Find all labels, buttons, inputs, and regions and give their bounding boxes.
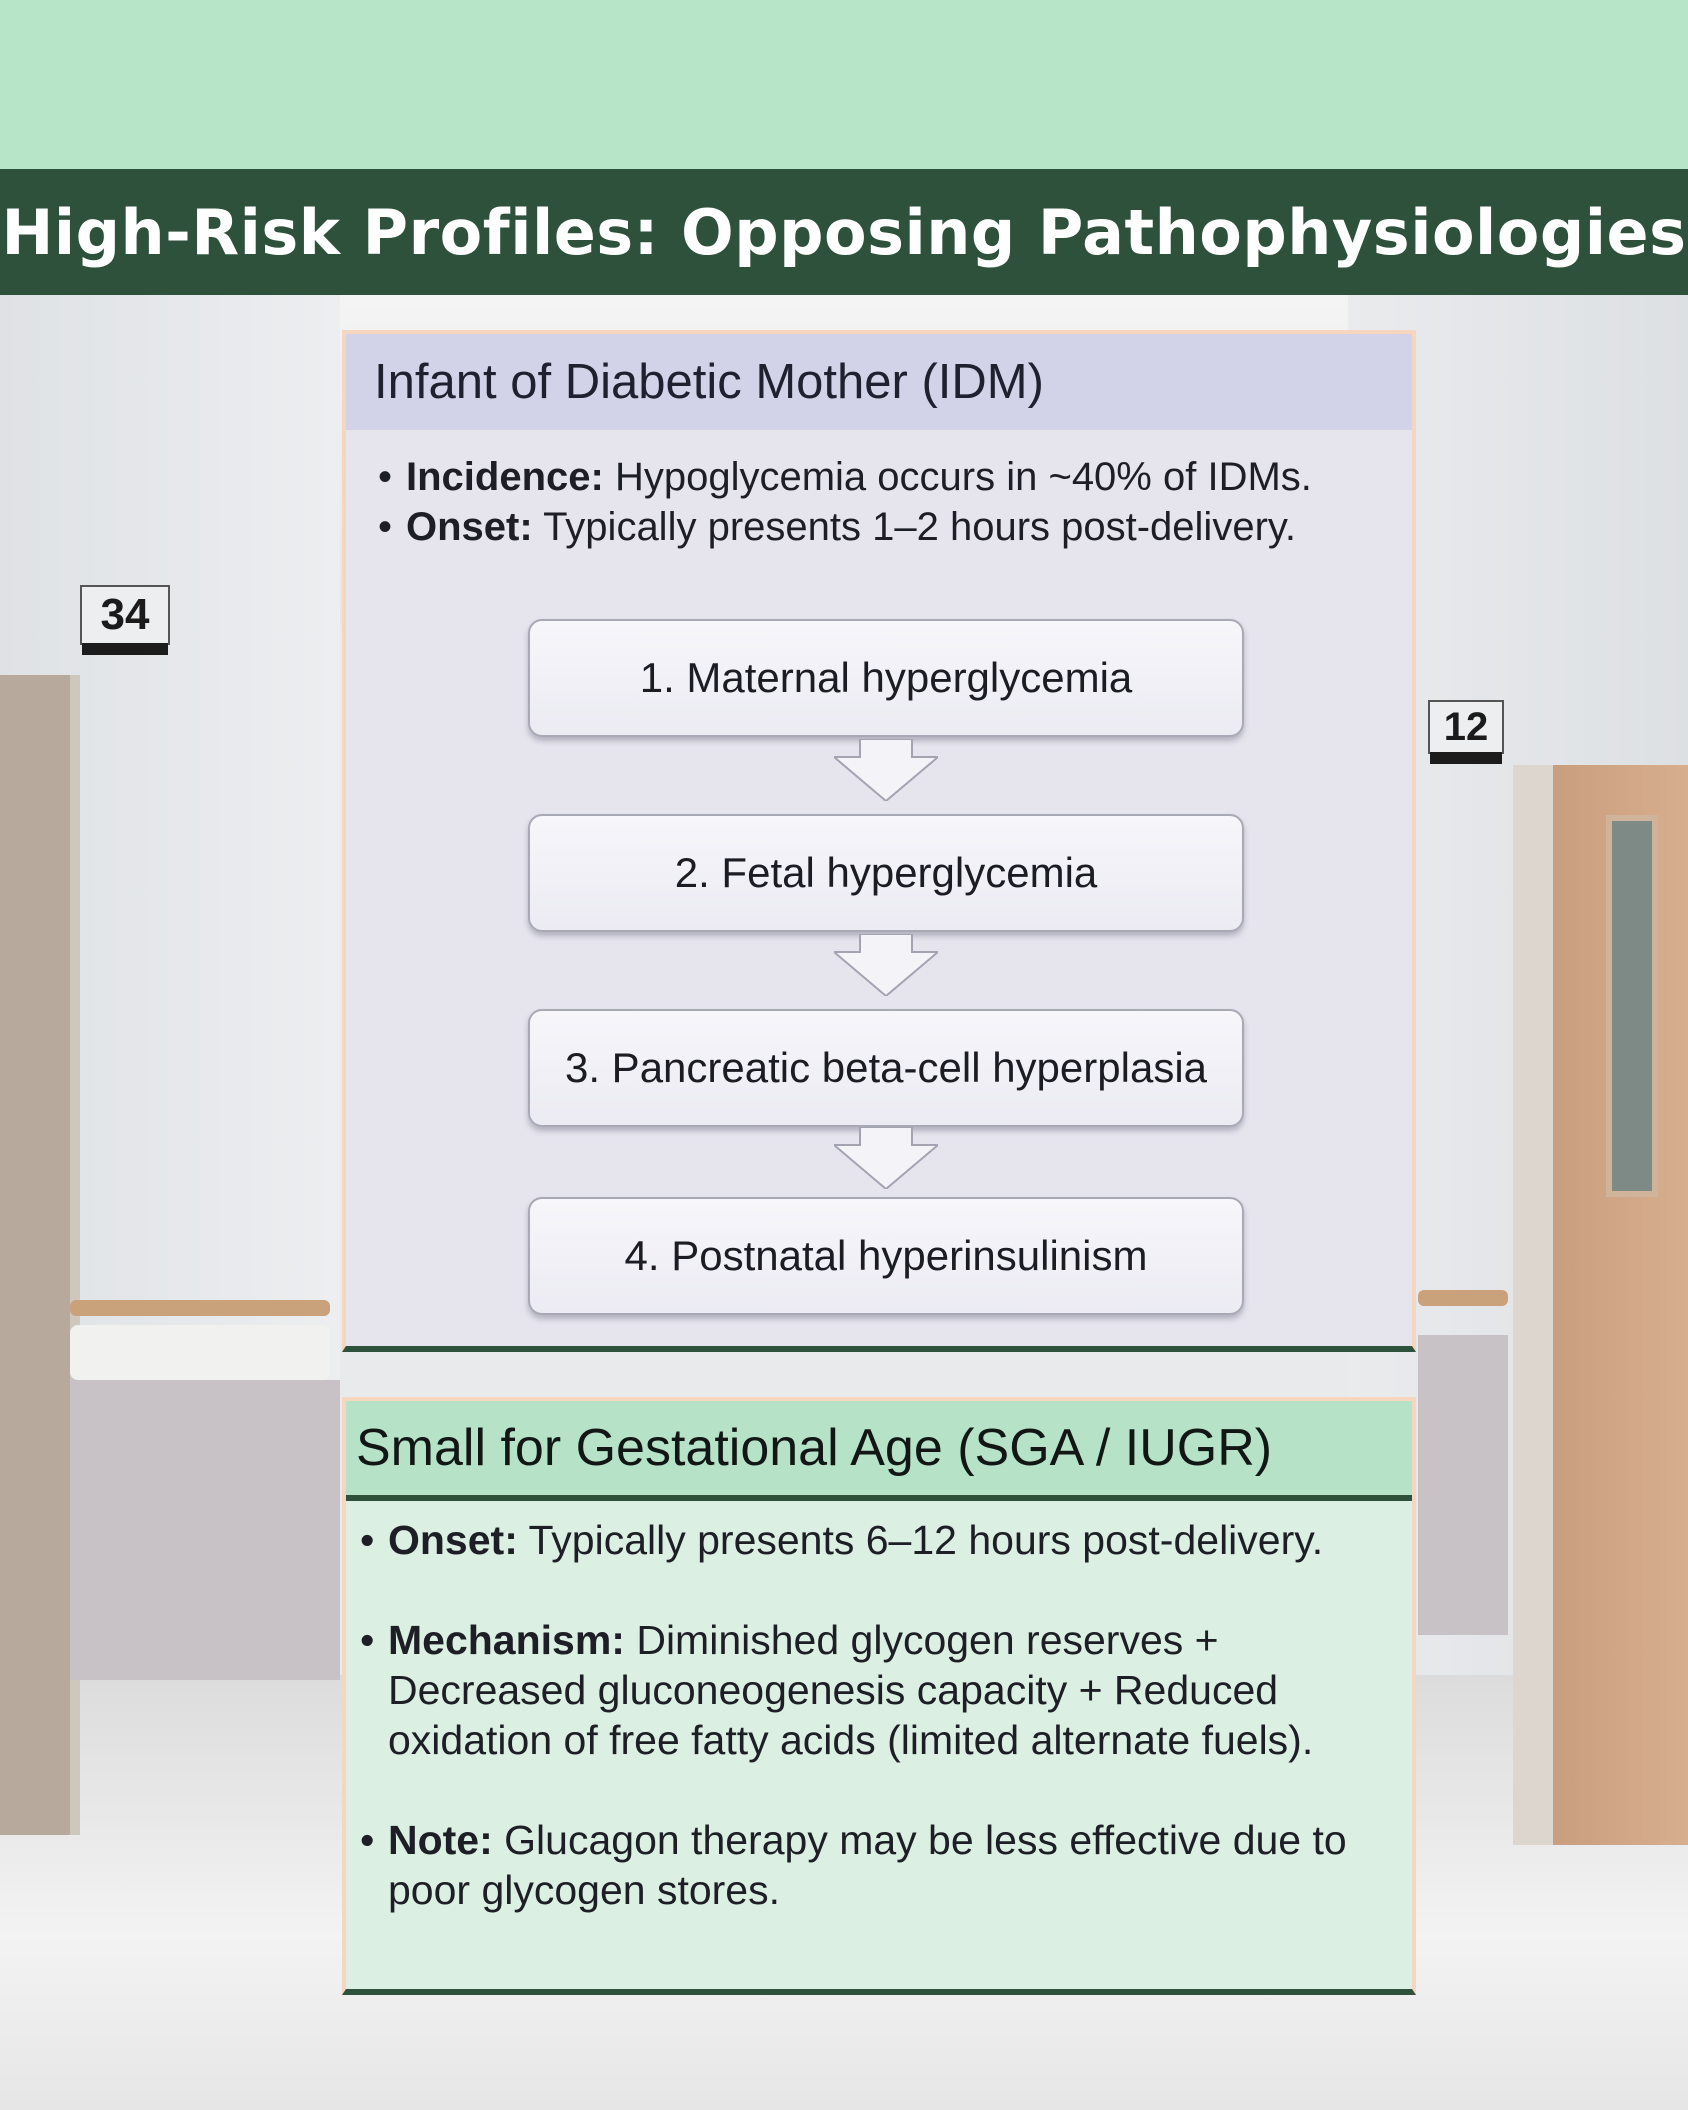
sga-bullet-note [360, 1815, 1392, 1915]
bullet-label: Incidence: [406, 455, 604, 499]
idm-bullet-onset [378, 502, 1412, 552]
bullet-label: Mechanism: [388, 1617, 625, 1663]
top-band [0, 0, 1688, 169]
sga-bullet-onset [360, 1515, 1392, 1565]
idm-card [342, 330, 1416, 1352]
right-door-frame [1513, 765, 1553, 1845]
left-door [0, 675, 80, 1835]
room-sign-34: 34 [80, 585, 170, 645]
flow-step-1: 1. Maternal hyperglycemia [528, 619, 1244, 737]
idm-bullet-list [378, 452, 1412, 552]
bullet-label: Note: [388, 1817, 493, 1863]
idm-title: Infant of Diabetic Mother (IDM) [374, 355, 1044, 409]
handrail-right [1418, 1290, 1508, 1306]
door-window [1606, 815, 1658, 1197]
wall-panel-left [70, 1380, 340, 1680]
down-arrow-icon [834, 1127, 938, 1189]
bullet-text: Typically presents 1–2 hours post-delivery. [532, 505, 1297, 549]
idm-header [346, 334, 1412, 430]
title-bar [0, 169, 1688, 295]
down-arrow-icon [834, 934, 938, 996]
bullet-text: Diminished glycogen reserves + Decreased gluconeogenesis capacity + Reduced oxidation of free fatty acids (limited alternate fuels). [388, 1617, 1314, 1763]
bullet-text: Glucagon therapy may be less effective due to poor glycogen stores. [388, 1817, 1347, 1913]
wall-panel-right [1418, 1335, 1508, 1635]
page-title: High-Risk Profiles: Opposing Pathophysiologies [1, 195, 1687, 269]
sga-bullet-list [360, 1515, 1392, 1915]
flow-step-2: 2. Fetal hyperglycemia [528, 814, 1244, 932]
bullet-text: Typically presents 6–12 hours post-delivery. [517, 1517, 1324, 1563]
sga-card [342, 1397, 1416, 1995]
idm-bullet-incidence [378, 452, 1412, 502]
sga-title: Small for Gestational Age (SGA / IUGR) [356, 1419, 1273, 1477]
down-arrow-icon [834, 739, 938, 801]
flow-step-3: 3. Pancreatic beta-cell hyperplasia [528, 1009, 1244, 1127]
flow-step-4: 4. Postnatal hyperinsulinism [528, 1197, 1244, 1315]
sga-header [346, 1401, 1412, 1501]
bumper-rail-left [70, 1325, 330, 1380]
sga-bullet-mechanism [360, 1615, 1392, 1765]
bullet-label: Onset: [388, 1517, 518, 1563]
bullet-text: Hypoglycemia occurs in ~40% of IDMs. [603, 455, 1312, 499]
bullet-label: Onset: [406, 505, 533, 549]
handrail-left [70, 1300, 330, 1316]
room-sign-12: 12 [1428, 700, 1504, 754]
